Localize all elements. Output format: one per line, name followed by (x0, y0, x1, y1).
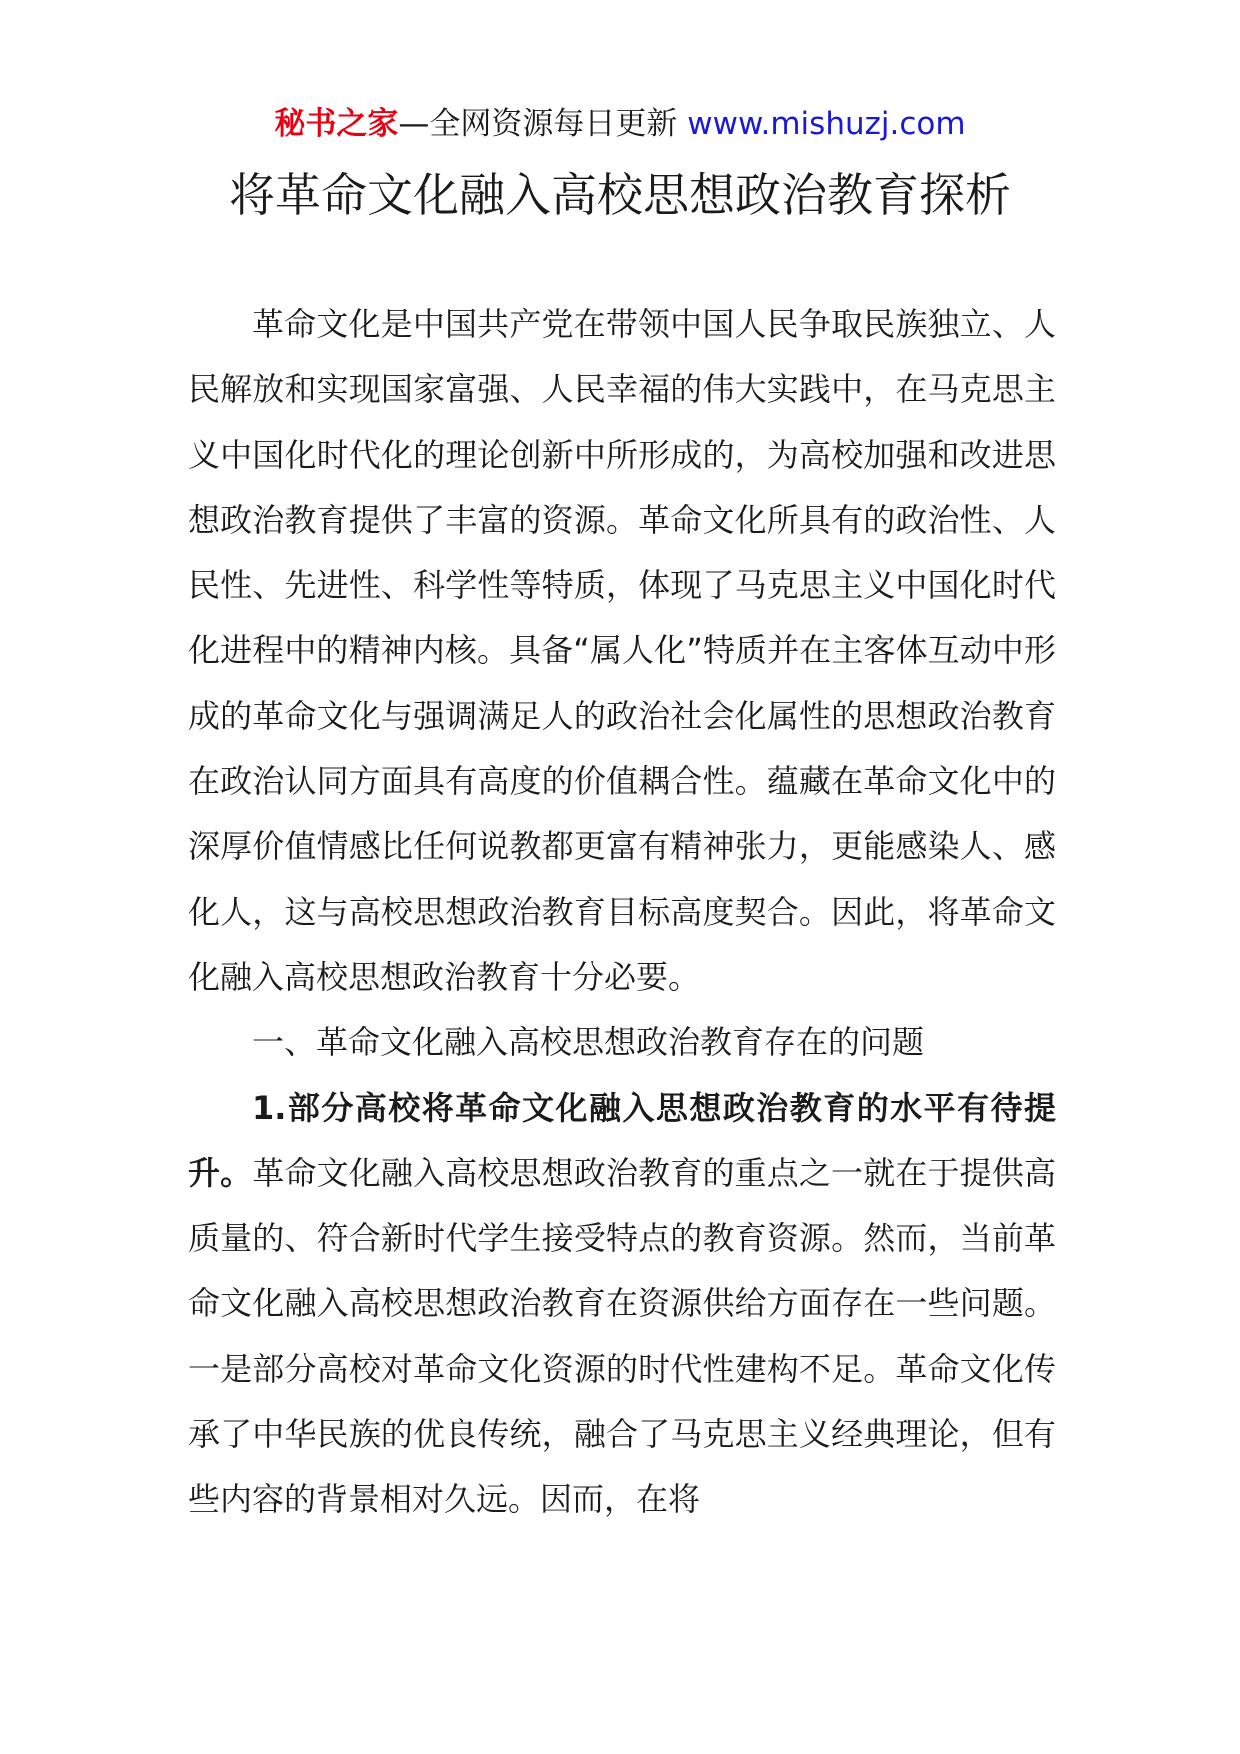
subsection-paragraph (188, 1076, 1056, 1533)
intro-paragraph: 革命文化是中国共产党在带领中国人民争取民族独立、人民解放和实现国家富强、人民幸福的伟大实践中，在马克思主义中国化时代化的理论创新中所形成的，为高校加强和改进思想政治教育提供了丰富的资源。革命文化所具有的政治性、人民性、先进性、科学性等特质，体现了马克思主义中国化时代化进程中的精神内核。具备“属人化”特质并在主客体互动中形成的革命文化与强调满足人的政治社会化属性的思想政治教育在政治认同方面具有高度的价值耦合性。蕴藏在革命文化中的深厚价值情感比任何说教都更富有精神张力，更能感染人、感化人，这与高校思想政治教育目标高度契合。因此，将革命文化融入高校思想政治教育十分必要。 (188, 305, 1056, 996)
site-header (0, 100, 1240, 148)
document-title: 将革命文化融入高校思想政治教育探析 (229, 168, 1011, 222)
section-heading: 一、革命文化融入高校思想政治教育存在的问题 (252, 1023, 925, 1062)
subsection-text: 革命文化融入高校思想政治教育的重点之一就在于提供高质量的、符合新时代学生接受特点的教育资源。然而，当前革命文化融入高校思想政治教育在资源供给方面存在一些问题。一是部分高校对革命文化资源的时代性建构不足。革命文化传承了中华民族的优良传统，融合了马克思主义经典理论，但有些内容的背景相对久远。因而，在将 (188, 1153, 1056, 1519)
brand-name: 秘书之家 (274, 106, 399, 142)
document-body (188, 292, 1056, 1533)
subsection-heading: 1.部分高校将革命文化融入思想政治教育的水平有待提升。 (188, 1088, 1056, 1192)
header-tagline: —全网资源每日更新 (398, 106, 678, 142)
site-url-link[interactable]: www.mishuzj.com (687, 106, 966, 142)
